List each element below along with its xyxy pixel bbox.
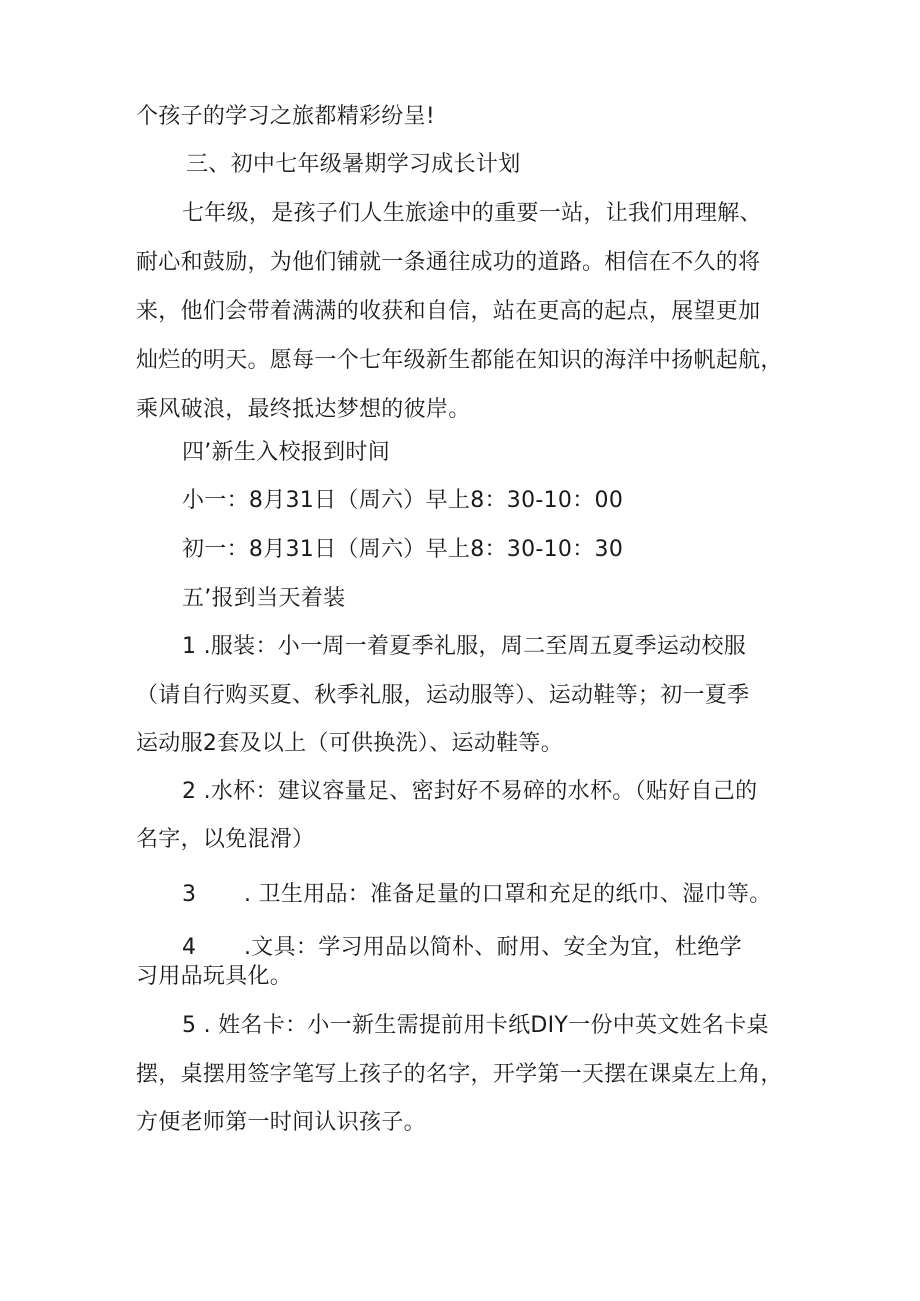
item-4-number: 4 (182, 935, 197, 960)
item-5-line-1: 5 . 姓名卡：小一新生需提前用卡纸DIY一份中英文姓名卡桌 (182, 1013, 769, 1038)
section-heading-3: 三、初中七年级暑期学习成长计划 (186, 152, 521, 177)
paragraph-line-1: 个孩子的学习之旅都精彩纷呈! (136, 104, 436, 129)
item-4-line-2: 习用品玩具化。 (136, 964, 293, 989)
paragraph-line-5: 灿烂的明天。愿每一个七年级新生都能在知识的海洋中扬帆起航， (136, 348, 783, 373)
item-3-text: . 卫生用品：准备足量的口罩和充足的纸巾、湿巾等。 (244, 882, 772, 907)
paragraph-line-4: 来，他们会带着满满的收获和自信，站在更高的起点，展望更加 (136, 299, 761, 324)
item-2-line-2: 名字，以免混滑） (136, 827, 315, 852)
item-5-line-3: 方便老师第一时间认识孩子。 (136, 1110, 426, 1135)
item-1-line-2: （请自行购买夏、秋季礼服，运动服等）、运动鞋等；初一夏季 (136, 683, 750, 708)
item-2-line-1: 2 .水杯：建议容量足、密封好不易碎的水杯。（贴好自己的 (182, 779, 758, 804)
item-4-text: .文具：学习用品以简朴、耐用、安全为宜，杜绝学 (244, 935, 742, 960)
item-1-line-1: 1 .服装：小一周一着夏季礼服，周二至周五夏季运动校服 (182, 634, 747, 659)
section-heading-4: 四’新生入校报到时间 (182, 440, 390, 465)
paragraph-line-6: 乘风破浪，最终抵达梦想的彼岸。 (136, 397, 471, 422)
item-1-line-3: 运动服2套及以上（可供换洗）、运动鞋等。 (136, 731, 563, 756)
schedule-junior: 初一：8月31日（周六）早上8：30-10：30 (182, 537, 624, 562)
paragraph-line-3: 耐心和鼓励，为他们铺就一条通往成功的道路。相信在不久的将 (136, 250, 761, 275)
section-heading-5: 五’报到当天着装 (182, 586, 346, 611)
schedule-primary: 小一：8月31日（周六）早上8：30-10：00 (182, 488, 624, 513)
paragraph-line-2: 七年级，是孩子们人生旅途中的重要一站，让我们用理解、 (182, 201, 762, 226)
item-5-line-2: 摆，桌摆用签字笔写上孩子的名字，开学第一天摆在课桌左上角， (136, 1062, 783, 1087)
item-3-number: 3 (182, 882, 197, 907)
